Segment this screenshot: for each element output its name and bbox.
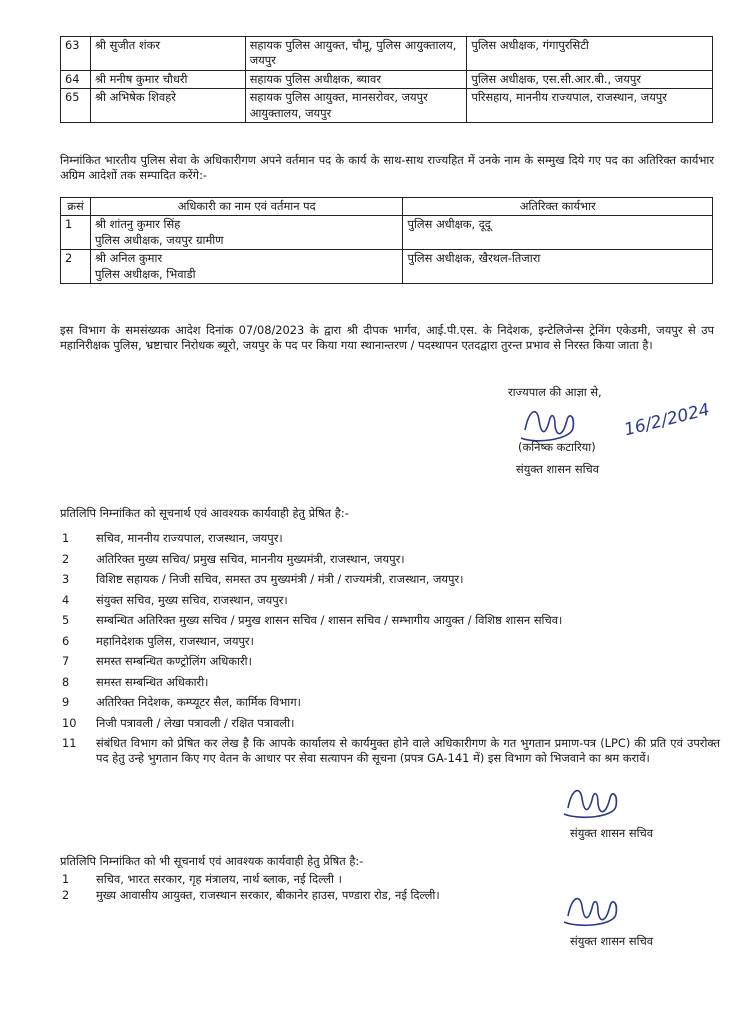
handwritten-date: 16/2/2024 xyxy=(622,399,712,441)
new-post: पुलिस अधीक्षक, एस.सी.आर.बी., जयपुर xyxy=(467,70,713,88)
additional-charge: पुलिस अधीक्षक, दूदू xyxy=(403,216,713,250)
signatory-name: (कनिष्क कटारिया) xyxy=(518,440,596,454)
list-item: 8 समस्त सम्बन्धित अधिकारी। xyxy=(62,674,209,689)
table-header-row xyxy=(61,198,713,216)
current-post: सहायक पुलिस आयुक्त, मानसरोवर, जयपुर आयुक्तालय, जयपुर xyxy=(245,89,467,123)
copy-heading: प्रतिलिपि निम्नांकित को सूचनार्थ एवं आवश्यक कार्यवाही हेतु प्रेषित है:- xyxy=(60,506,349,520)
signature-mark xyxy=(560,888,624,932)
officer-post: पुलिस अधीक्षक, जयपुर ग्रामीण xyxy=(94,232,224,247)
row-number: 65 xyxy=(61,89,91,123)
intro-paragraph: निम्नांकित भारतीय पुलिस सेवा के अधिकारीगण अपने वर्तमान पद के कार्य के साथ-साथ राज्यहित में उनके नाम के सम्मुख दिये गए पद का अतिरिक्त कार्यभार अग्रिम आदेशों तक सम्पादित करेंगे:- xyxy=(60,153,714,183)
table-row xyxy=(61,89,713,123)
list-item: 11 संबंधित विभाग को प्रेषित कर लेख है कि आपके कार्यालय से कार्यमुक्त होने वाले अधिकारीगण के गत भुगतान प्रमाण-पत्र (LPC) की प्रति एवं उपरोक्त पद हेतु उन्हे भुगतान किए गए वेतन के आधार पर सेवा सत्यापन की सूचना (प्रपत्र GA-141 में) इस विभाग को भिजवाने का श्रम करावें। xyxy=(62,736,720,766)
copy-heading-2: प्रतिलिपि निम्नांकित को भी सूचनार्थ एवं आवश्यक कार्यवाही हेतु प्रेषित है:- xyxy=(60,854,364,868)
row-number: 2 xyxy=(61,250,91,284)
officer-cell xyxy=(90,216,403,250)
additional-charge-table xyxy=(60,197,713,284)
current-post: सहायक पुलिस अधीक्षक, ब्यावर xyxy=(245,70,467,88)
new-post: परिसहाय, माननीय राज्यपाल, राजस्थान, जयपुर xyxy=(467,89,713,123)
header-serial: क्रसं xyxy=(61,198,91,216)
list-item: 10 निजी पत्रावली / लेखा पत्रावली / रक्षित पत्रावली। xyxy=(62,715,295,730)
table-row xyxy=(61,216,713,250)
officer-name: श्री अनिल कुमार xyxy=(94,251,163,266)
officer-name: श्री अभिषेक शिवहरे xyxy=(90,89,245,123)
officer-name: श्री सुजीत शंकर xyxy=(90,37,245,71)
row-number: 1 xyxy=(61,216,91,250)
copy-list xyxy=(62,531,722,786)
list-item: 2 मुख्य आवासीय आयुक्त, राजस्थान सरकार, बीकानेर हाउस, पण्डारा रोड, नई दिल्ली। xyxy=(62,888,440,902)
table-row xyxy=(61,37,713,71)
list-item: 5 सम्बन्धित अतिरिक्त मुख्य सचिव / प्रमुख शासन सचिव / शासन सचिव / सम्भागीय आयुक्त / विशिष्ठ शासन सचिव। xyxy=(62,613,563,627)
officer-cell xyxy=(90,250,403,284)
cancellation-paragraph: इस विभाग के समसंख्यक आदेश दिनांक 07/08/2023 के द्वारा श्री दीपक भार्गव, आई.पी.एस. के निदेशक, इन्टेलिजेन्स ट्रेनिंग एकेडमी, जयपुर से उप महानिरीक्षक पुलिस, भ्रष्टाचार निरोधक ब्यूरो, जयपुर के पद पर किया गया स्थानान्तरण / पदस्थापन एतदद्वारा तुरन्त प्रभाव से निरस्त किया जाता है। xyxy=(60,323,714,353)
signatory-designation: संयुक्त शासन सचिव xyxy=(516,462,600,476)
list-item: 1 सचिव, माननीय राज्यपाल, राजस्थान, जयपुर। xyxy=(62,531,283,545)
row-number: 63 xyxy=(61,37,91,71)
row-number: 64 xyxy=(61,70,91,88)
header-charge: अतिरिक्त कार्यभार xyxy=(403,198,713,216)
table-row xyxy=(61,70,713,88)
signatory-designation: संयुक्त शासन सचिव xyxy=(570,934,654,948)
additional-charge: पुलिस अधीक्षक, खैरथल-तिजारा xyxy=(403,250,713,284)
signature-mark xyxy=(560,780,624,824)
list-item: 6 महानिदेशक पुलिस, राजस्थान, जयपुर। xyxy=(62,633,254,648)
current-post: सहायक पुलिस आयुक्त, चौमू, पुलिस आयुक्तालय, जयपुर xyxy=(245,37,467,71)
order-line: राज्यपाल की आज्ञा से, xyxy=(508,385,602,399)
list-item: 3 विशिष्ट सहायक / निजी सचिव, समस्त उप मुख्यमंत्री / मंत्री / राज्यमंत्री, राजस्थान, जयपुर। xyxy=(62,572,464,586)
new-post: पुलिस अधीक्षक, गंगापुरसिटी xyxy=(467,37,713,71)
list-item: 7 समस्त सम्बन्धित कण्ट्रोलिंग अधिकारी। xyxy=(62,654,252,668)
list-item: 4 संयुक्त सचिव, मुख्य सचिव, राजस्थान, जयपुर। xyxy=(62,592,288,607)
signatory-designation: संयुक्त शासन सचिव xyxy=(570,826,654,840)
officer-post: पुलिस अधीक्षक, भिवाडी xyxy=(94,266,196,281)
list-item: 2 अतिरिक्त मुख्य सचिव/ प्रमुख सचिव, माननीय मुख्यमंत्री, राजस्थान, जयपुर। xyxy=(62,551,405,566)
transfer-table xyxy=(60,36,713,123)
table-row xyxy=(61,250,713,284)
officer-name: श्री शांतनु कुमार सिंह xyxy=(94,217,181,232)
list-item: 1 सचिव, भारत सरकार, गृह मंत्रालय, नार्थ ब्लाक, नई दिल्ली । xyxy=(62,872,342,886)
header-officer: अधिकारी का नाम एवं वर्तमान पद xyxy=(90,198,403,216)
officer-name: श्री मनीष कुमार चौधरी xyxy=(90,70,245,88)
list-item: 9 अतिरिक्त निदेशक, कम्प्यूटर सैल, कार्मिक विभाग। xyxy=(62,695,301,709)
